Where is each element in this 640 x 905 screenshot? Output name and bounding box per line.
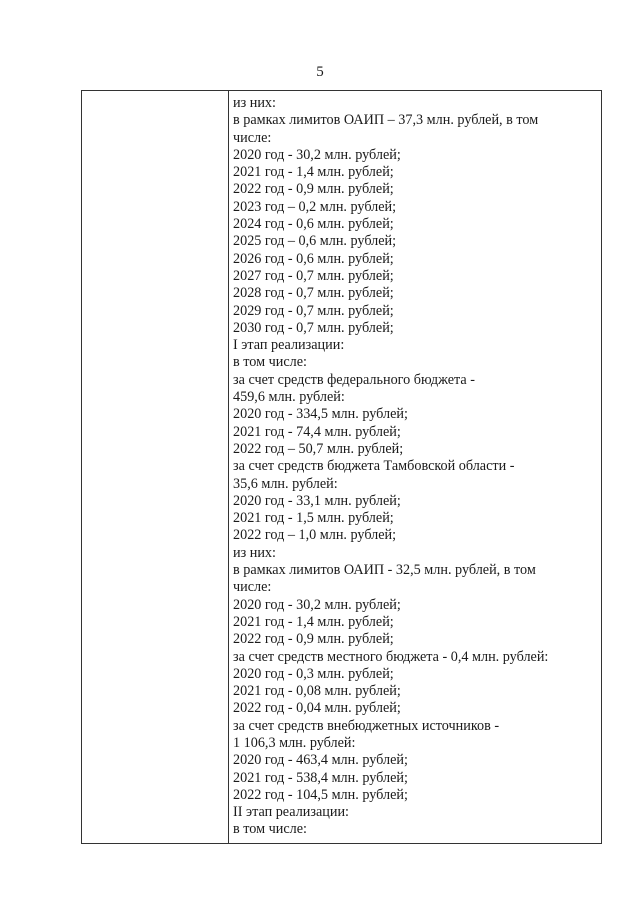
text-line: 2026 год - 0,6 млн. рублей;: [233, 250, 394, 267]
text-line: 2022 год - 104,5 млн. рублей;: [233, 786, 408, 803]
text-line: за счет средств федерального бюджета -: [233, 371, 475, 388]
text-line: 2020 год - 463,4 млн. рублей;: [233, 752, 408, 769]
text-line: 2023 год – 0,2 млн. рублей;: [233, 198, 397, 215]
text-line: в том числе:: [233, 821, 307, 838]
text-line: в том числе:: [233, 354, 307, 371]
text-line: из них:: [233, 544, 276, 561]
text-line: 2021 год - 0,08 млн. рублей;: [233, 683, 401, 700]
text-line: 2022 год - 0,04 млн. рублей;: [233, 700, 401, 717]
text-line: 2029 год - 0,7 млн. рублей;: [233, 302, 394, 319]
text-line: 2022 год – 1,0 млн. рублей;: [233, 527, 397, 544]
text-line: числе:: [233, 129, 272, 146]
table-left-cell: [82, 91, 228, 843]
text-line: 2020 год - 30,2 млн. рублей;: [233, 146, 401, 163]
table-right-cell: [233, 95, 598, 839]
text-line: в рамках лимитов ОАИП – 37,3 млн. рублей, в том: [233, 112, 539, 129]
text-line: 2021 год - 1,5 млн. рублей;: [233, 510, 394, 527]
text-line: 2020 год - 0,3 млн. рублей;: [233, 665, 394, 682]
text-line: 2028 год - 0,7 млн. рублей;: [233, 285, 394, 302]
document-table: [81, 90, 602, 844]
text-line: 2020 год - 33,1 млн. рублей;: [233, 492, 401, 509]
text-line: 2022 год - 0,9 млн. рублей;: [233, 181, 394, 198]
text-line: 2030 год - 0,7 млн. рублей;: [233, 319, 394, 336]
text-line: 2022 год - 0,9 млн. рублей;: [233, 631, 394, 648]
text-line: 2020 год - 30,2 млн. рублей;: [233, 596, 401, 613]
text-line: 2020 год - 334,5 млн. рублей;: [233, 406, 408, 423]
column-divider: [228, 91, 229, 843]
text-line: 2027 год - 0,7 млн. рублей;: [233, 267, 394, 284]
text-line: из них:: [233, 95, 276, 111]
text-line: 1 106,3 млн. рублей:: [233, 734, 356, 751]
text-line: 2021 год - 538,4 млн. рублей;: [233, 769, 408, 786]
text-line: 2021 год - 1,4 млн. рублей;: [233, 164, 394, 181]
text-line: 2025 год – 0,6 млн. рублей;: [233, 233, 397, 250]
text-line: в рамках лимитов ОАИП - 32,5 млн. рублей, в том: [233, 562, 536, 579]
text-line: II этап реализации:: [233, 804, 349, 821]
text-line: 2024 год - 0,6 млн. рублей;: [233, 216, 394, 233]
text-line: 2022 год – 50,7 млн. рублей;: [233, 440, 404, 457]
text-line: числе:: [233, 579, 272, 596]
text-line: за счет средств внебюджетных источников -: [233, 717, 500, 734]
text-line: I этап реализации:: [233, 337, 345, 354]
text-line: 459,6 млн. рублей:: [233, 389, 345, 406]
text-line: 2021 год - 74,4 млн. рублей;: [233, 423, 401, 440]
text-line: за счет средств бюджета Тамбовской области -: [233, 458, 515, 475]
text-line: 2021 год - 1,4 млн. рублей;: [233, 613, 394, 630]
text-line: 35,6 млн. рублей:: [233, 475, 338, 492]
text-line: за счет средств местного бюджета - 0,4 млн. рублей:: [233, 648, 549, 665]
page-number: 5: [316, 64, 324, 80]
